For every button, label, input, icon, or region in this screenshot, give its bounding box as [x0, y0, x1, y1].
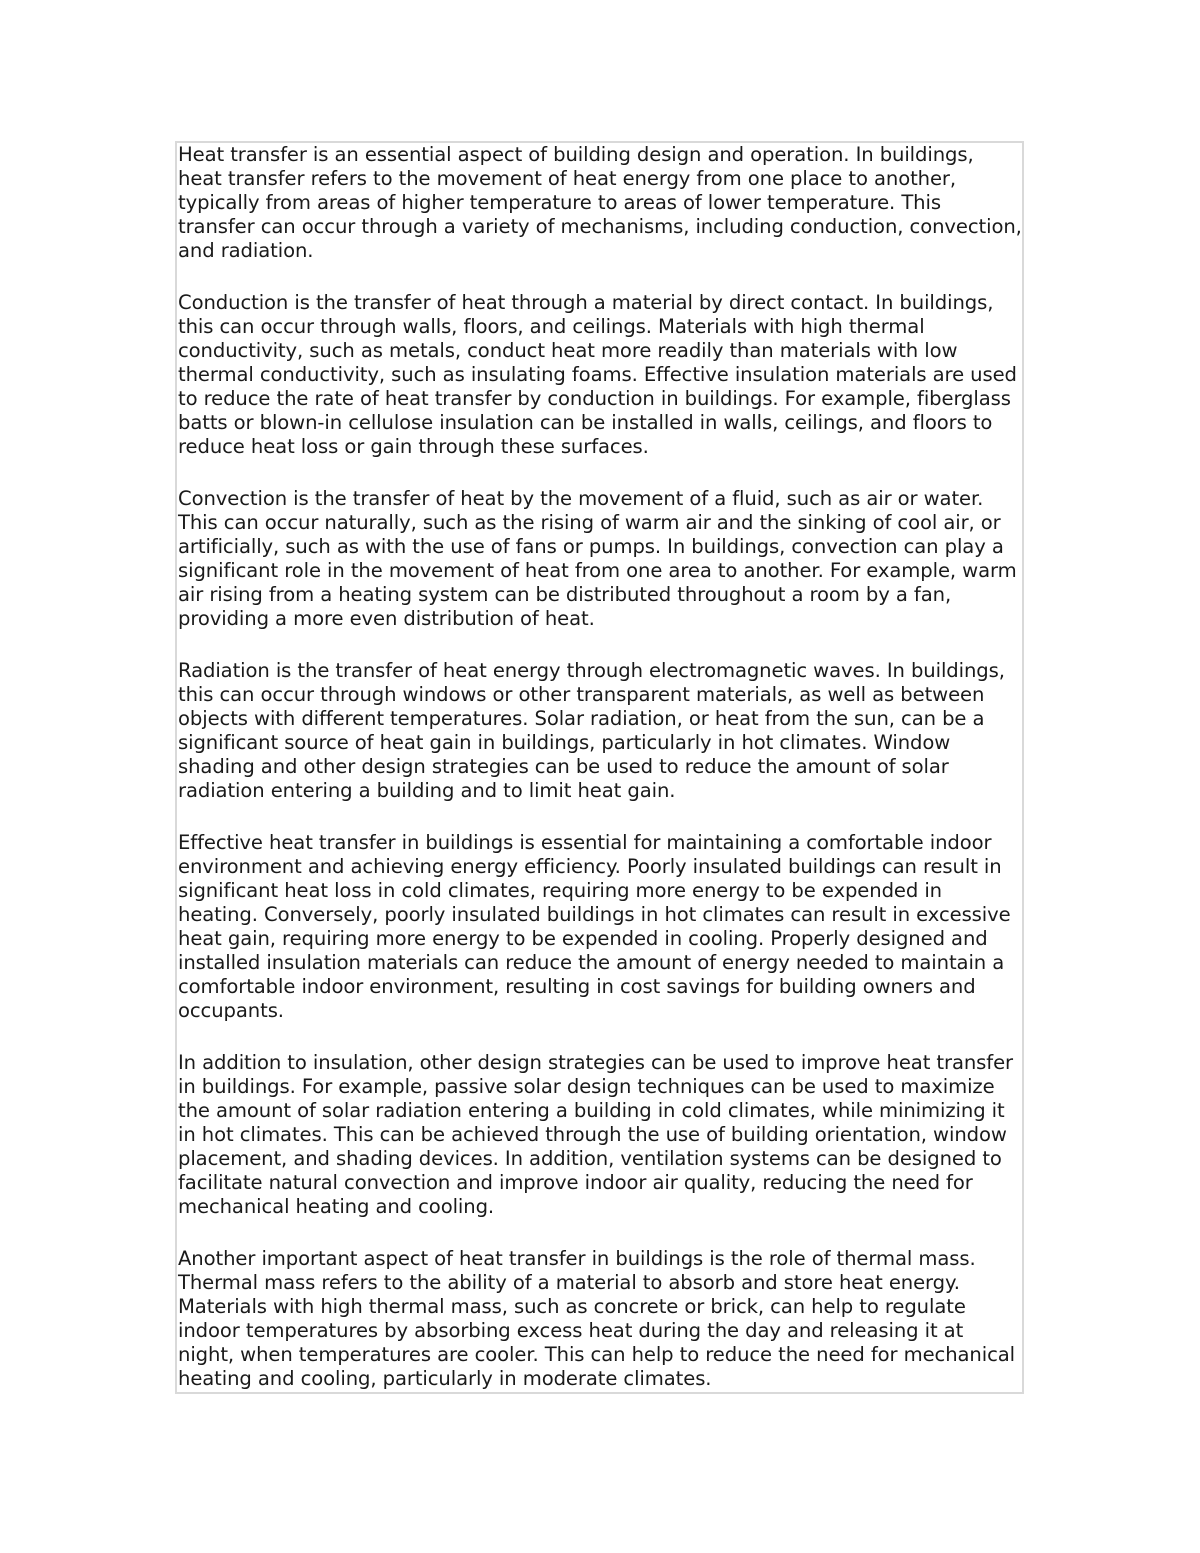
text-box: [175, 141, 1024, 1394]
paragraph-convection: Convection is the transfer of heat by the movement of a fluid, such as air or water. This can occur naturally, such as the rising of warm air and the sinking of cool air, or artificially, such as with the use of fans or pumps. In buildings, convection can play a significant role in the movement of heat from one area to another. For example, warm air rising from a heating system can be distributed throughout a room by a fan, providing a more even distribution of heat.: [178, 487, 1017, 630]
paragraph-thermal-mass: Another important aspect of heat transfer in buildings is the role of thermal mass. Thermal mass refers to the ability of a material to absorb and store heat energy. Materials with high thermal mass, such as concrete or brick, can help to regulate indoor temperatures by absorbing excess heat during the day and releasing it at night, when temperatures are cooler. This can help to reduce the need for mechanical heating and cooling, particularly in moderate climates.: [178, 1247, 1016, 1390]
paragraph-conduction: Conduction is the transfer of heat through a material by direct contact. In buildings, this can occur through walls, floors, and ceilings. Materials with high thermal conductivity, such as metals, conduct heat more readily than materials with low thermal conductivity, such as insulating foams. Effective insulation materials are used to reduce the rate of heat transfer by conduction in buildings. For example, fiberglass batts or blown-in cellulose insulation can be installed in walls, ceilings, and floors to reduce heat loss or gain through these surfaces.: [178, 291, 1017, 458]
paragraph-design-strategies: In addition to insulation, other design strategies can be used to improve heat transfer in buildings. For example, passive solar design techniques can be used to maximize the amount of solar radiation entering a building in cold climates, while minimizing it in hot climates. This can be achieved through the use of building orientation, window placement, and shading devices. In addition, ventilation systems can be designed to facilitate natural convection and improve indoor air quality, reducing the need for mechanical heating and cooling.: [178, 1051, 1013, 1218]
paragraph-efficiency: Effective heat transfer in buildings is essential for maintaining a comfortable indoor environment and achieving energy efficiency. Poorly insulated buildings can result in significant heat loss in cold climates, requiring more energy to be expended in heating. Conversely, poorly insulated buildings in hot climates can result in excessive heat gain, requiring more energy to be expended in cooling. Properly designed and installed insulation materials can reduce the amount of energy needed to maintain a comfortable indoor environment, resulting in cost savings for building owners and occupants.: [178, 831, 1011, 1022]
paragraph-radiation: Radiation is the transfer of heat energy through electromagnetic waves. In buildings, this can occur through windows or other transparent materials, as well as between objects with different temperatures. Solar radiation, or heat from the sun, can be a significant source of heat gain in buildings, particularly in hot climates. Window shading and other design strategies can be used to reduce the amount of solar radiation entering a building and to limit heat gain.: [178, 659, 1005, 802]
paragraph-intro: Heat transfer is an essential aspect of building design and operation. In buildings, heat transfer refers to the movement of heat energy from one place to another, typically from areas of higher temperature to areas of lower temperature. This transfer can occur through a variety of mechanisms, including conduction, convection, and radiation.: [178, 143, 1022, 262]
